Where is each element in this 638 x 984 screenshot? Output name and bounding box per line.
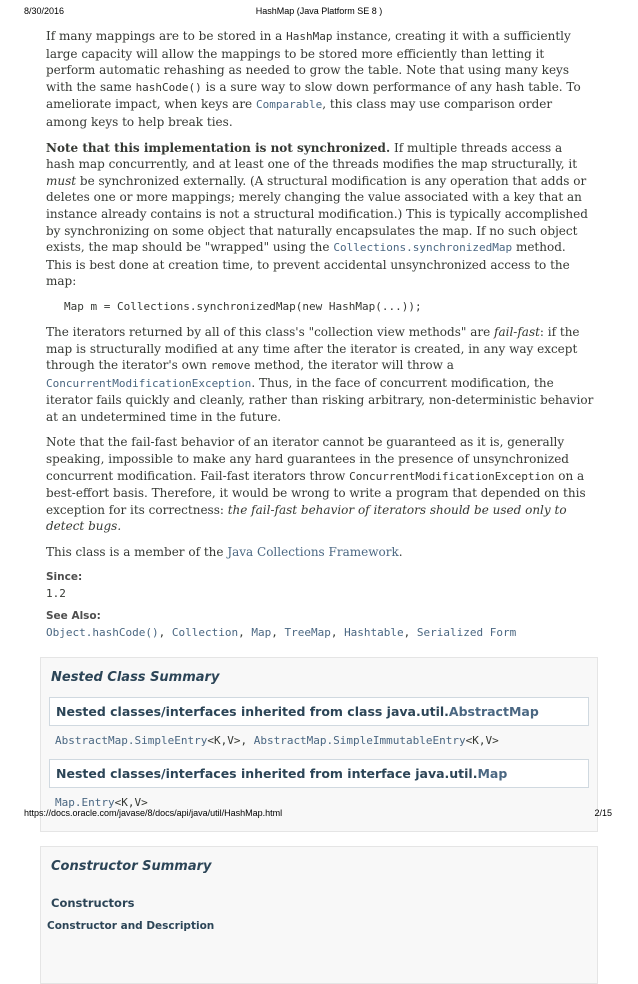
link-simpleimmutableentry[interactable]: AbstractMap.SimpleImmutableEntry: [253, 733, 466, 747]
inherited-abstractmap-list: AbstractMap.SimpleEntry<K,V>, AbstractMap.SimpleImmutableEntry<K,V>: [55, 733, 499, 747]
sync-warning: Note that this implementation is not synchronized.: [46, 140, 391, 155]
since-label: Since:: [46, 570, 83, 583]
code-example: Map m = Collections.synchronizedMap(new HashMap(...));: [64, 299, 422, 313]
inherited-from-map-header: Nested classes/interfaces inherited from interface java.util.Map: [49, 759, 589, 788]
code-hashmap: HashMap: [286, 30, 333, 43]
paragraph-synchronization: Note that this implementation is not synchronized. If multiple threads access a hash map concurrently, and at least one of the threads modifies the map structurally, it must be synchronized externally. (A structural modification is any operation that adds or deletes one or more mappings; merely changing the value associated with a key that an instance already contains is not a structural modification.) This is typically accomplished by synchronizing on some object that naturally encapsulates the map. If no such object exists, the map should be "wrapped" using the Collections.synchronizedMap method. This is best done at creation time, to prevent accidental unsynchronized access to the map:: [46, 140, 588, 289]
constructors-caption: Constructors: [51, 895, 135, 910]
link-collections-framework[interactable]: Java Collections Framework: [227, 545, 399, 560]
print-url: https://docs.oracle.com/javase/8/docs/api/java/util/HashMap.html: [24, 808, 283, 818]
constructor-summary-title: Constructor Summary: [51, 858, 212, 874]
link-map-interface[interactable]: Map: [477, 765, 508, 781]
see-also-label: See Also:: [46, 609, 101, 622]
code-remove: remove: [210, 359, 251, 373]
code-cme: ConcurrentModificationException: [349, 469, 555, 483]
print-footer: [0, 808, 638, 820]
paragraph-fail-fast: The iterators returned by all of this class's "collection view methods" are fail-fast: if the map is structurally modified at any time after the iterator is created, in any way except through the iterator's own remove method, the iterator will throw a ConcurrentModificationException. Thus, in the face of concurrent modification, the iterator fails quickly and cleanly, rather than risking arbitrary, non-deterministic behavior at an undetermined time in the future.: [46, 324, 594, 424]
paragraph-capacity: If many mappings are to be stored in a HashMap instance, creating it with a sufficiently large capacity will allow the mappings to be stored more efficiently than letting it perform automatic rehashing as needed to grow the table. Note that using many keys with the same hashCode() is a sure way to slow down performance of any hash table. To ameliorate impact, when keys are Comparable, this class may use comparison order among keys to help break ties.: [46, 29, 581, 129]
link-concurrentmodificationexception[interactable]: ConcurrentModificationException: [46, 376, 252, 390]
link-treemap[interactable]: TreeMap: [284, 625, 331, 639]
paragraph-fail-fast-guarantee: Note that the fail-fast behavior of an iterator cannot be guaranteed as it is, generally speaking, impossible to make any hard guarantees in the presence of unsynchronized concurrent modification. Fail-fast iterators throw ConcurrentModificationException on a best-effort basis. Therefore, it would be wrong to write a program that depended on this exception for its correctness: the fail-fast behavior of iterators should be used only to detect bugs.: [46, 435, 586, 534]
print-header: [0, 6, 638, 18]
link-serialized-form[interactable]: Serialized Form: [416, 625, 517, 639]
doc-content: [46, 28, 594, 984]
nested-class-summary: [40, 657, 598, 832]
link-simpleentry[interactable]: AbstractMap.SimpleEntry: [55, 733, 208, 747]
link-collection[interactable]: Collection: [171, 625, 239, 639]
code-hashcode: hashCode(): [135, 80, 202, 94]
nested-summary-title: Nested Class Summary: [51, 669, 220, 685]
print-title: HashMap (Java Platform SE 8 ): [255, 6, 383, 16]
see-also-links: Object.hashCode(), Collection, Map, TreeMap, Hashtable, Serialized Form: [46, 625, 517, 639]
inherited-from-abstractmap-header: Nested classes/interfaces inherited from class java.util.AbstractMap: [49, 697, 589, 726]
link-object-hashcode[interactable]: Object.hashCode(): [46, 625, 159, 639]
print-date: 8/30/2016: [24, 6, 65, 16]
link-synchronizedmap[interactable]: Collections.synchronizedMap: [333, 241, 513, 255]
constructor-column-header: Constructor and Description: [47, 919, 215, 932]
link-map-entry[interactable]: Map.Entry: [55, 795, 115, 809]
link-comparable[interactable]: Comparable: [255, 98, 323, 112]
link-abstractmap[interactable]: AbstractMap: [448, 703, 539, 719]
inherited-map-list: Map.Entry<K,V>: [55, 795, 148, 809]
since-value: 1.2: [46, 586, 66, 600]
print-page-number: 2/15: [594, 808, 612, 818]
constructor-summary: [40, 846, 598, 984]
link-map[interactable]: Map: [251, 625, 272, 639]
paragraph-framework: This class is a member of the Java Collections Framework.: [46, 545, 403, 560]
link-hashtable[interactable]: Hashtable: [344, 625, 404, 639]
